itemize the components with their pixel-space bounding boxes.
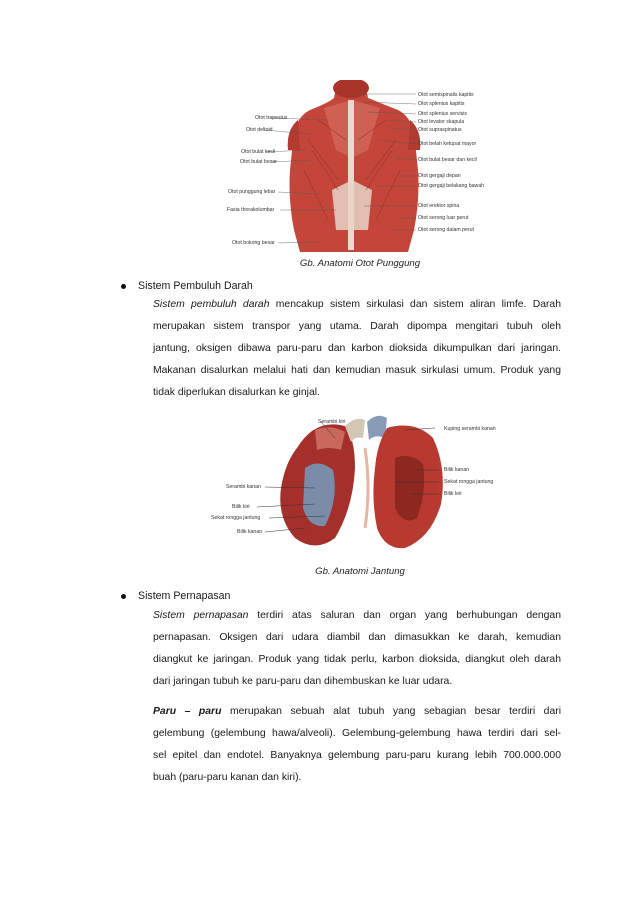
text-line: buah (paru-paru kanan dan kiri). — [153, 772, 302, 783]
muscle-label: Otot bokong besar — [232, 240, 275, 246]
section-heading-blood — [138, 280, 253, 292]
muscle-label: Otot deltoid — [246, 127, 273, 133]
text-line: tidak diperlukan disalurkan ke ginjal. — [153, 387, 320, 398]
heart-label: Bilik kanan — [444, 467, 470, 473]
muscle-figure-caption: Gb. Anatomi Otot Punggung — [299, 258, 421, 269]
text-line: gelembung (gelembung hawa/alveoli). Gelembung-gelembung hawa terdiri dari sel- — [153, 728, 561, 739]
italic-term: Sistem pembuluh darah — [153, 299, 270, 310]
heart-label: Serambi kiri — [318, 419, 346, 425]
muscle-label: Otot supraspinatus — [418, 127, 462, 133]
paragraph-blood — [153, 294, 561, 404]
text-line — [153, 294, 561, 316]
line-text: terdiri atas saluran dan organ yang berhubungan dengan — [248, 610, 561, 621]
heart-figure-caption: Gb. Anatomi Jantung — [315, 566, 405, 577]
muscle-label: Otot belah ketupat mayor — [418, 141, 477, 147]
heading-text: Sistem Pernapasan — [138, 590, 231, 602]
italic-term: Sistem pernapasan — [153, 610, 249, 621]
paragraph-respiration — [153, 605, 561, 693]
muscle-label: Otot bulat besar dan kecil — [418, 157, 477, 163]
heading-text: Sistem Pembuluh Darah — [138, 280, 253, 292]
text-line: pernapasan. Oksigen dari udara diambil dan dimasukkan ke darah, kemudian — [153, 632, 561, 643]
muscle-label: Otot splenius kapitis — [418, 101, 465, 107]
bold-italic-term: Paru – paru — [153, 706, 222, 717]
muscle-label: Otot semispinalis kapitis — [418, 92, 474, 98]
muscle-label: Otot bulat kecil — [241, 149, 276, 155]
text-line: diangkut ke jaringan. Produk yang tidak perlu, karbon dioksida, diangkut oleh darah — [153, 654, 561, 665]
muscle-label: Otot erektor spina — [418, 203, 460, 209]
muscle-label: Otot serong luar perut — [418, 215, 469, 221]
muscle-label: Otot bulat besar — [240, 159, 277, 165]
text-line: merupakan sistem transpor yang utama. Darah dipompa mengitari tubuh oleh — [153, 321, 561, 332]
muscle-label: Otot gergaji depan — [418, 173, 461, 179]
heart-label: Sekat rongga jantung — [444, 479, 494, 485]
heart-label: Bilik kiri — [444, 491, 462, 497]
muscle-label: Otot levator skapula — [418, 119, 465, 125]
bullet-icon — [121, 284, 126, 289]
muscle-label: Otot trapesius — [255, 115, 288, 121]
muscle-label: Fasia thorakolumbar — [227, 207, 275, 213]
heart-label: Bilik kiri — [232, 504, 250, 510]
text-line: jantung, oksigen dibawa paru-paru dan karbon dioksida dikumpulkan dari jaringan. — [153, 343, 561, 354]
bullet-icon — [121, 594, 126, 599]
line-text: mencakup sistem sirkulasi dan sistem aliran limfe. Darah — [269, 299, 561, 310]
text-line: sel epitel dan endotel. Banyaknya gelembung paru-paru kurang lebih 700.000.000 — [153, 750, 561, 761]
text-line: Makanan disalurkan melalui hati dan kemudian masuk sirkulasi umum. Produk yang — [153, 365, 561, 376]
text-line — [153, 605, 561, 627]
muscle-label: Otot splenius servisis — [418, 111, 468, 117]
line-text: merupakan sebuah alat tubuh yang sebagian besar terdiri dari — [221, 706, 561, 717]
muscle-label: Otot serong dalam perut — [418, 227, 474, 233]
muscle-label: Otot gergaji belakang bawah — [418, 183, 485, 189]
heart-label: Serambi kanan — [226, 484, 261, 490]
paragraph-lungs — [153, 701, 561, 789]
text-line — [153, 701, 561, 723]
section-heading-respiration — [138, 590, 230, 602]
muscle-label: Otot punggung lebar — [228, 189, 276, 195]
heart-label: Sekat rongga jantung — [211, 515, 261, 521]
text-line: dari jaringan tubuh ke paru-paru dan dihembuskan ke luar udara. — [153, 676, 453, 687]
heart-label: Kuping serambi kanan — [444, 426, 496, 432]
heart-label: Bilik kanan — [237, 529, 263, 535]
